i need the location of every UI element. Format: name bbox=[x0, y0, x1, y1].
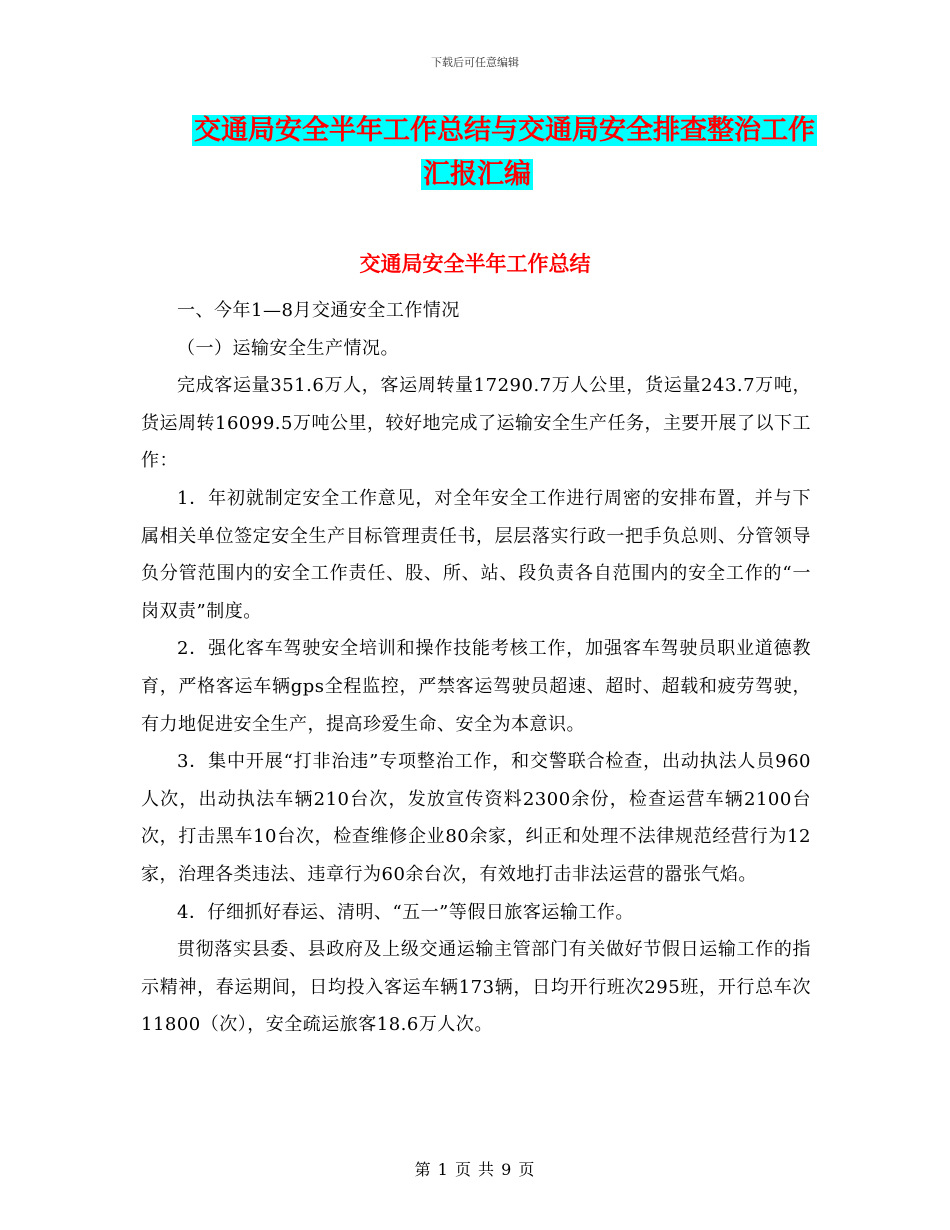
title-line-1: 交通局安全半年工作总结与交通局安全排查整治工作 bbox=[194, 115, 815, 146]
paragraph: 完成客运量351.6万人，客运周转量17290.7万人公里，货运量243.7万吨，货运周转16099.5万吨公里，较好地完成了运输安全生产任务，主要开展了以下工作： bbox=[141, 375, 811, 472]
paragraph: 贯彻落实县委、县政府及上级交通运输主管部门有关做好节假日运输工作的指示精神，春运期间，日均投入客运车辆173辆，日均开行班次295班，开行总车次11800（次），安全疏运旅客18.6万人次。 bbox=[141, 939, 811, 1036]
title-line-2: 汇报汇编 bbox=[423, 159, 531, 190]
paragraph: 4．仔细抓好春运、清明、“五一”等假日旅客运输工作。 bbox=[177, 901, 634, 923]
paragraph: 一、今年1—8月交通安全工作情况 bbox=[177, 300, 460, 321]
paragraph: （一）运输安全生产情况。 bbox=[177, 337, 399, 359]
page-number-footer: 第 1 页 共 9 页 bbox=[414, 1160, 536, 1179]
paragraph: 1．年初就制定安全工作意见，对全年安全工作进行周密的安排布置，并与下属相关单位签定安全生产目标管理责任书，层层落实行政一把手负总则、分管领导负分管范围内的安全工作责任、股、所、站、段负责各自范围内的安全工作的“一岗双责”制度。 bbox=[141, 487, 811, 622]
page-header-note: 下载后可任意编辑 bbox=[431, 56, 519, 69]
paragraph: 3．集中开展“打非治违”专项整治工作，和交警联合检查，出动执法人员960人次，出动执法车辆210台次，发放宣传资料2300余份，检查运营车辆2100台次，打击黑车10台次，检查维修企业80余家，纠正和处理不法律规范经营行为12家，治理各类违法、违章行为60余台次，有效地打击非法运营的嚣张气焰。 bbox=[141, 751, 811, 885]
section-title: 交通局安全半年工作总结 bbox=[359, 252, 591, 276]
document-body bbox=[141, 292, 811, 1044]
paragraph: 2．强化客车驾驶安全培训和操作技能考核工作，加强客车驾驶员职业道德教育，严格客运车辆gps全程监控，严禁客运驾驶员超速、超时、超载和疲劳驾驶，有力地促进安全生产，提高珍爱生命、安全为本意识。 bbox=[141, 638, 811, 735]
